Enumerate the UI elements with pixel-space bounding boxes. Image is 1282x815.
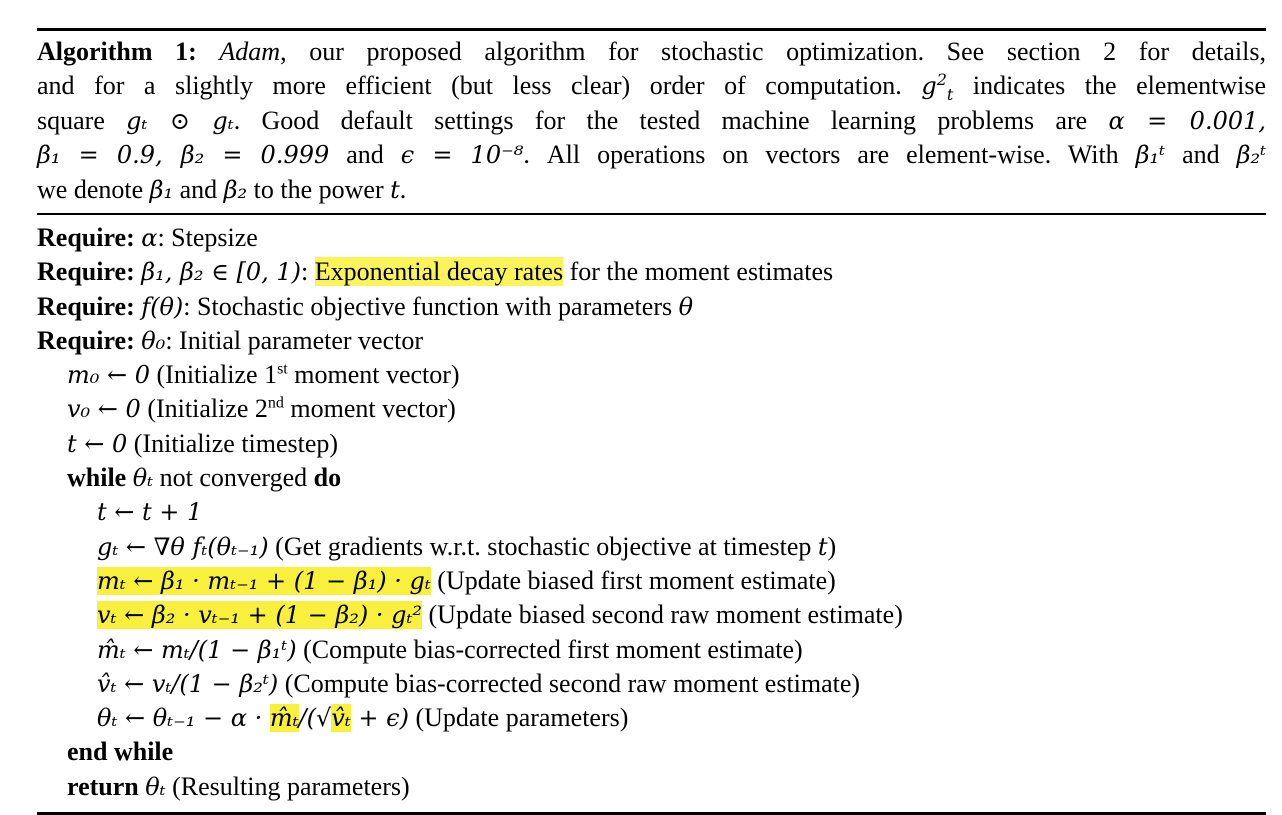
step-math-sqrt: /(√ [298,704,332,733]
init-math: v₀ ← 0 [67,395,141,424]
require-text: : Stochastic objective function with parameters [183,291,679,321]
init-superscript: nd [267,394,284,412]
caption-text-4b: and [346,140,384,170]
highlighted-phrase: Exponential decay rates [314,257,564,287]
caption-math-t: t [390,175,400,204]
top-rule [37,28,1266,31]
require-keyword: Require: [37,222,135,252]
caption-text-1: , our proposed algorithm for stochastic optimization. See section 2 for details, [280,37,1266,66]
require-text: : Stepsize [157,222,258,252]
caption-text-2a: and for a slightly more efficient (but less clear) order of computation. [37,71,902,101]
caption-line-3 [37,104,1266,138]
require-math: f(θ) [141,292,184,321]
require-stepsize [37,221,1266,255]
caption-text-4d: . All operations on vectors are element-wise. With [523,140,1119,170]
highlighted-step-math: mₜ ← β₁ · mₜ₋₁ + (1 − β₁) · gₜ [97,566,431,595]
caption-text-5a: we denote [37,174,144,204]
caption-math-b1: β₁ [149,175,174,204]
while-line [37,461,1266,495]
step-math-t: t [817,532,828,561]
step-first-moment [37,564,1266,598]
require-text: : Initial parameter vector [165,325,424,355]
caption-text-2b: indicates the elementwise [972,71,1267,101]
caption-math-b2: β₂ [223,175,248,204]
step-math: θₜ ← θₜ₋₁ − α · [97,704,270,733]
end-while-line [37,735,1266,769]
init-text: (Initialize 1 [150,360,278,390]
step-math: gₜ ← ∇θ fₜ(θₜ₋₁) [97,532,269,561]
return-keyword: return [67,771,139,801]
end-while-keyword: end while [67,737,174,767]
while-text: not converged [153,463,314,493]
return-text: (Resulting parameters) [165,771,410,801]
step-text: (Update biased second raw moment estimate) [422,600,903,630]
while-keyword: while [67,463,127,493]
algorithm-box [37,28,1266,815]
require-initial-params [37,324,1266,358]
middle-rule [37,213,1266,215]
step-text: (Compute bias-corrected first moment estimate) [296,634,803,664]
highlighted-step-math: vₜ ← β₂ · vₜ₋₁ + (1 − β₂) · gₜ² [97,601,423,630]
caption-math-eps: ϵ = 10⁻⁸ [400,141,524,170]
step-second-moment [37,598,1266,632]
step-text: (Compute bias-corrected second raw moment estimate) [278,668,861,698]
init-math: m₀ ← 0 [67,361,151,390]
step-math-eps: + ϵ) [350,704,409,733]
caption-line-5 [37,173,1266,207]
require-keyword: Require: [37,257,135,287]
caption-math-alpha: α = 0.001, [1108,106,1267,135]
step-text-close: ) [827,531,837,561]
highlighted-v-hat: v̂ₜ [331,704,351,733]
step-bias-correct-v [37,667,1266,701]
init-text: (Initialize timestep) [127,428,339,458]
require-math: α [141,223,158,252]
caption-line-2 [37,69,1266,103]
step-bias-correct-m [37,633,1266,667]
require-text: for the moment estimates [563,257,834,287]
init-v0 [37,392,1266,426]
step-update-params [37,701,1266,735]
caption-math-b2t: β₂ᵗ [1236,141,1267,170]
caption-text-3b: . Good default settings for the tested machine learning problems are [233,105,1088,135]
step-text: (Update biased first moment estimate) [430,565,836,595]
caption-line-4 [37,138,1266,172]
caption-math-gt2: $g^2_t$ [921,70,954,105]
step-math: v̂ₜ ← vₜ/(1 − β₂ᵗ) [97,669,279,698]
require-math: β₁, β₂ ∈ [0, 1) [141,258,302,287]
require-keyword: Require: [37,325,135,355]
init-m0 [37,358,1266,392]
caption-math-betas: β₁ = 0.9, β₂ = 0.999 [37,141,330,170]
caption-math-hadamard: gₜ ⊙ gₜ [126,106,234,135]
while-math: θₜ [132,464,154,493]
caption-text-5c: and [179,174,218,204]
require-math-theta: θ [678,292,694,321]
require-keyword: Require: [37,291,135,321]
step-math: m̂ₜ ← mₜ/(1 − β₁ᵗ) [97,635,297,664]
init-math: t ← 0 [67,429,128,458]
step-gradient [37,530,1266,564]
init-text-b: moment vector) [283,394,456,424]
caption-text-3a: square [37,105,105,135]
init-text-b: moment vector) [287,360,460,390]
require-objective [37,290,1266,324]
require-decay-rates [37,255,1266,289]
algorithm-caption [37,35,1266,207]
return-line [37,770,1266,804]
caption-math-b1t: β₁ᵗ [1135,141,1166,170]
step-text: (Get gradients w.r.t. stochastic objective at timestep [268,531,818,561]
require-math: θ₀ [141,326,166,355]
step-math: t ← t + 1 [97,498,203,527]
caption-text-5e: to the power [253,174,384,204]
do-keyword: do [313,463,342,493]
algorithm-body [37,221,1266,804]
caption-label: Algorithm 1: [37,37,197,66]
caption-line-1 [37,35,1266,69]
return-math: θₜ [145,772,166,801]
step-increment-t [37,495,1266,529]
step-text: (Update parameters) [408,703,629,733]
init-superscript: st [277,360,288,378]
algorithm-name: Adam [219,37,281,66]
init-t [37,427,1266,461]
highlighted-m-hat: m̂ₜ [269,704,299,733]
require-text-pre: : [301,257,315,287]
caption-text-5g: . [399,174,407,204]
caption-text-4f: and [1182,140,1220,170]
init-text: (Initialize 2 [140,394,268,424]
